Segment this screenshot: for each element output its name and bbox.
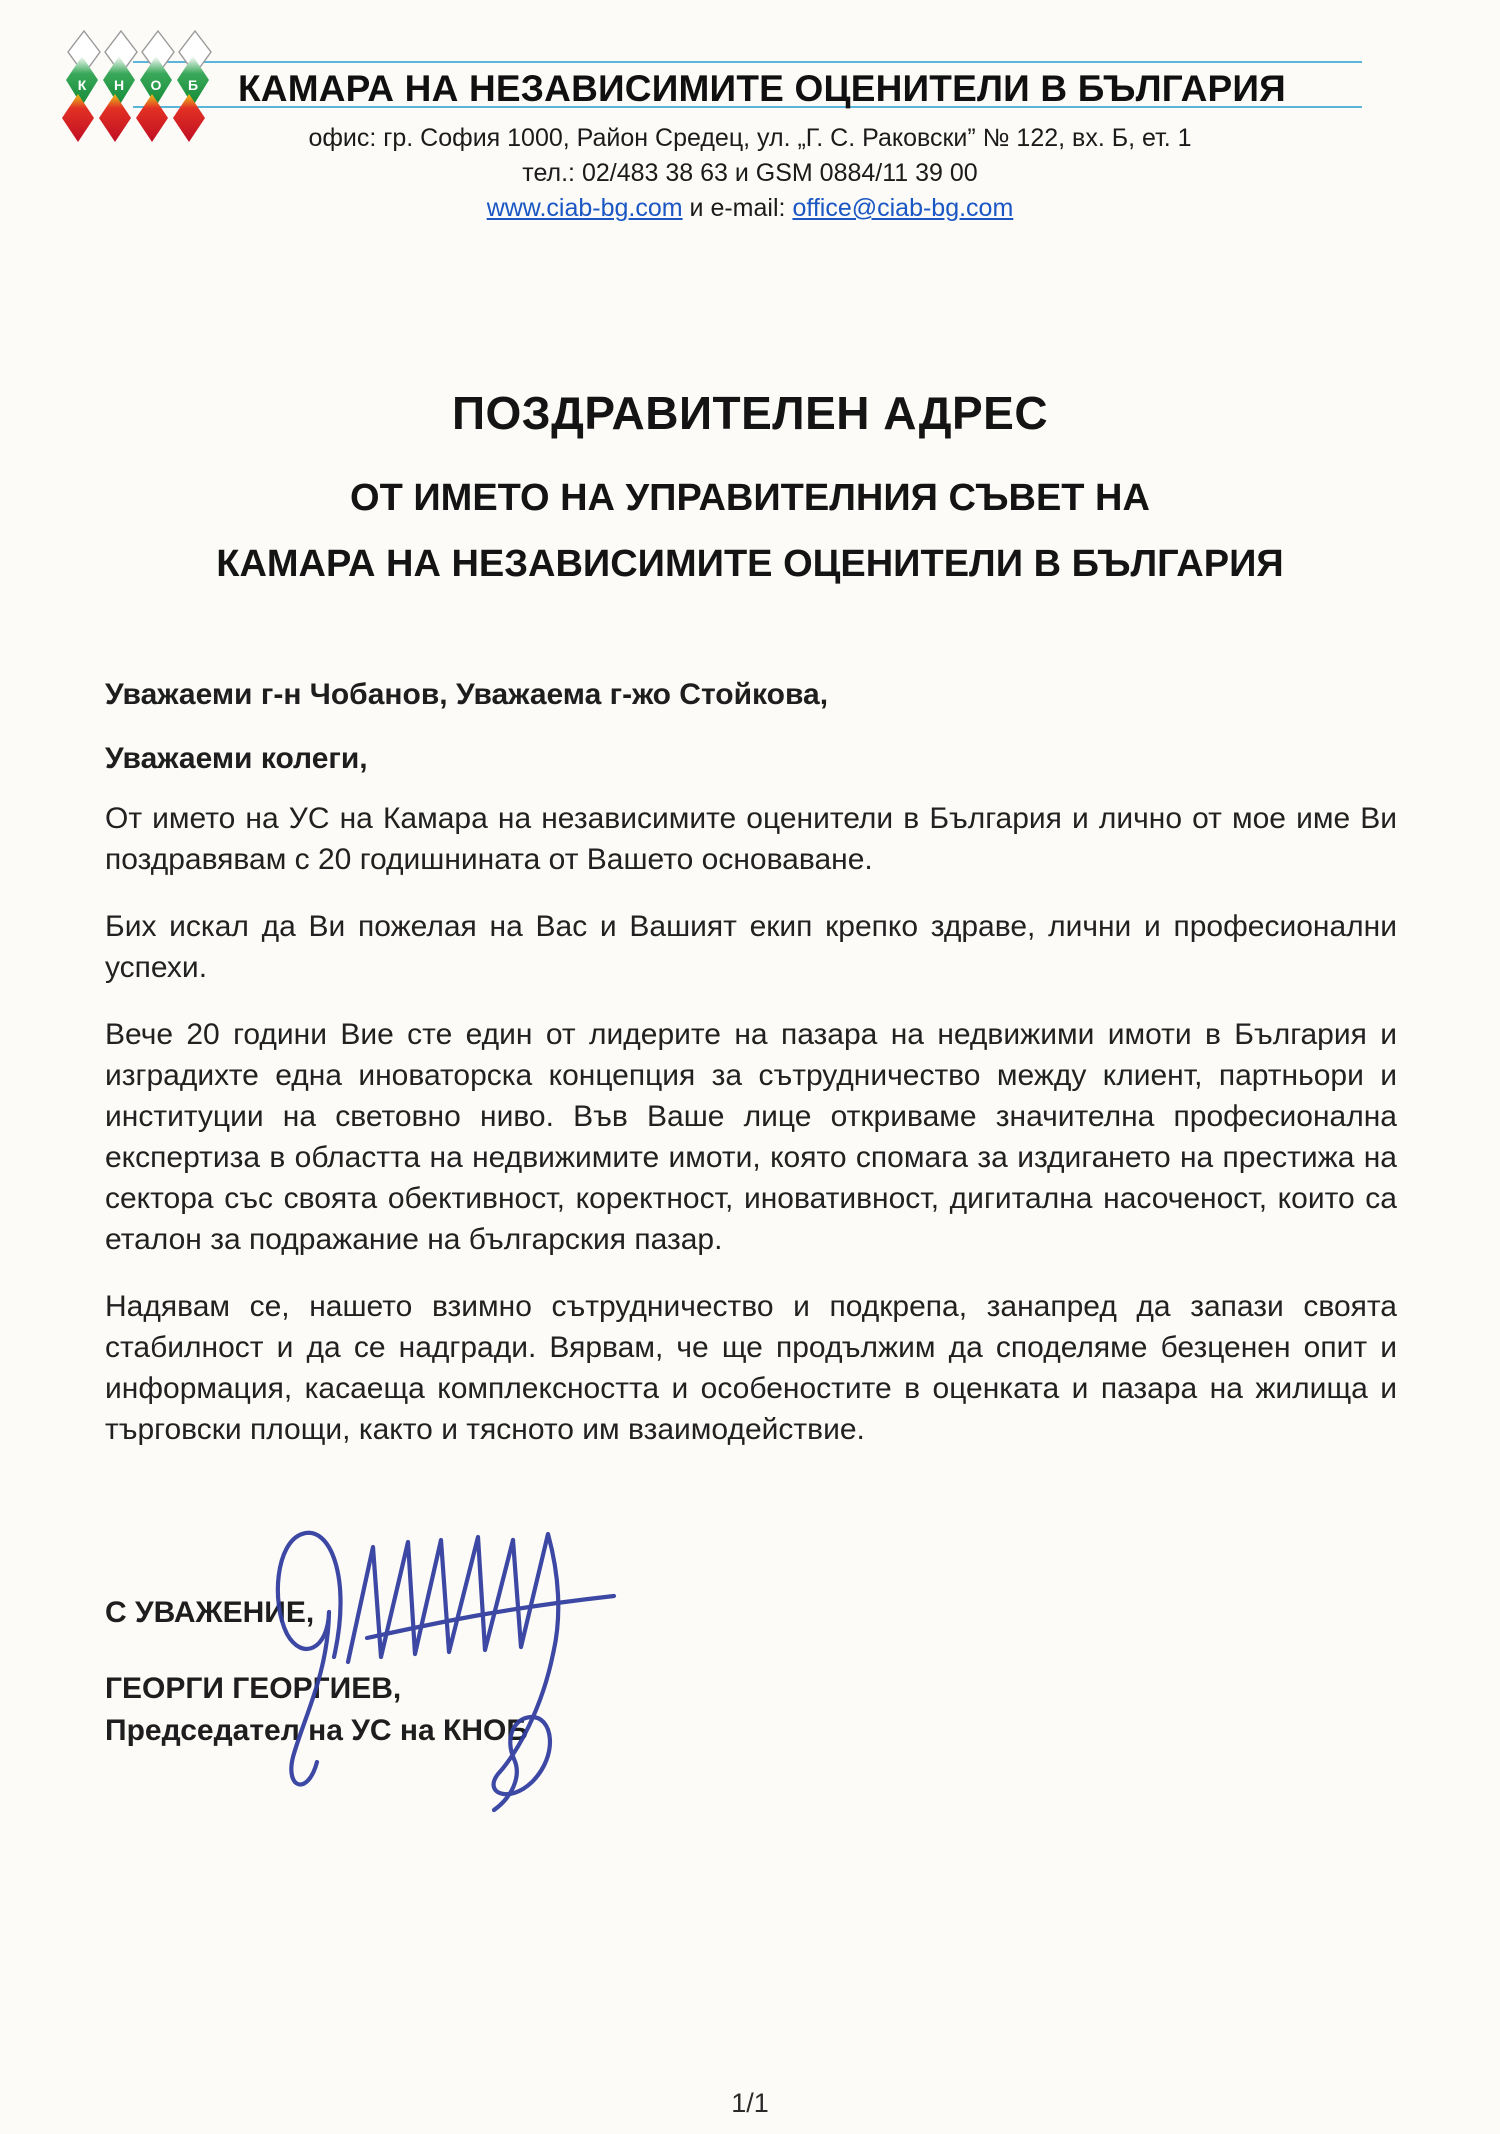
paragraph-4: Надявам се, нашето взимно сътрудничество и подкрепа, занапред да запази своята стабилност и да се надгради. Вярвам, че ще продължим да споделяме безценен опит и информация, касаеща комплексността и особеностите в оценката и пазара на жилища и търговски площи, както и тясното им взаимодействие. — [105, 1290, 1397, 1446]
document-subtitle-line2: КАМАРА НА НЕЗАВИСИМИТЕ ОЦЕНИТЕЛИ В БЪЛГАРИЯ — [216, 543, 1284, 585]
document-title: ПОЗДРАВИТЕЛЕН АДРЕС — [451, 387, 1049, 439]
org-links-line — [0, 191, 1500, 226]
org-name: КАМАРА НА НЕЗАВИСИМИТЕ ОЦЕНИТЕЛИ В БЪЛГАРИЯ — [238, 68, 1286, 109]
website-link[interactable]: www.ciab-bg.com — [486, 194, 683, 222]
document-subtitle-line1: ОТ ИМЕТО НА УПРАВИТЕЛНИЯ СЪВЕТ НА — [350, 477, 1150, 519]
org-address: офис: гр. София 1000, Район Средец, ул. „Г. С. Раковски” № 122, вх. Б, ет. 1 — [308, 124, 1192, 152]
logo-ribbon-3 — [136, 31, 174, 142]
header-contact-block — [0, 121, 1500, 226]
logo-ribbon-1 — [62, 31, 100, 142]
logo-letter: О — [150, 77, 162, 93]
signatory-name: ГЕОРГИ ГЕОРГИЕВ, — [105, 1672, 402, 1705]
signature-closing: С УВАЖЕНИЕ, — [105, 1596, 315, 1629]
salutation-colleagues: Уважаеми колеги, — [105, 742, 368, 775]
link-separator: и e-mail: — [689, 194, 786, 222]
logo-ribbon-4 — [173, 31, 211, 142]
logo-ribbon-2 — [99, 31, 137, 142]
logo-letter: К — [77, 77, 87, 93]
header-rule-top — [133, 61, 1362, 63]
logo-letter: Н — [113, 77, 125, 93]
paragraph-2: Бих искал да Ви пожелая на Вас и Вашият екип крепко здраве, лични и професионални успехи. — [105, 910, 1397, 984]
paragraph-1: От името на УС на Камара на независимите оценители в България и лично от мое име Ви поздравявам с 20 годишнината от Вашето основаване. — [105, 802, 1397, 876]
letter-body — [105, 798, 1397, 1476]
email-link[interactable]: office@ciab-bg.com — [792, 194, 1014, 222]
salutation-addressees: Уважаеми г-н Чобанов, Уважаема г-жо Стойкова, — [105, 678, 829, 711]
paragraph-3: Вече 20 години Вие сте един от лидерите на пазара на недвижими имоти в България и изградихте една иноваторска концепция за сътрудничество между клиент, партньори и институции на световно ниво. Във Ваше лице откриваме значителна професионална експертиза в областта на недвижимите имоти, която спомага за издигането на престижа на сектора със своята обективност, коректност, иновативност, дигитална насоченост, които са еталон за подражание на българския пазар. — [105, 1018, 1397, 1256]
org-phone: тел.: 02/483 38 63 и GSM 0884/11 39 00 — [522, 159, 978, 187]
page-number: 1/1 — [731, 2088, 769, 2118]
handwritten-signature — [272, 1512, 662, 1817]
knob-logo — [60, 30, 216, 148]
logo-letter: Б — [187, 77, 199, 93]
signatory-title: Председател на УС на КНОБ — [105, 1714, 528, 1747]
